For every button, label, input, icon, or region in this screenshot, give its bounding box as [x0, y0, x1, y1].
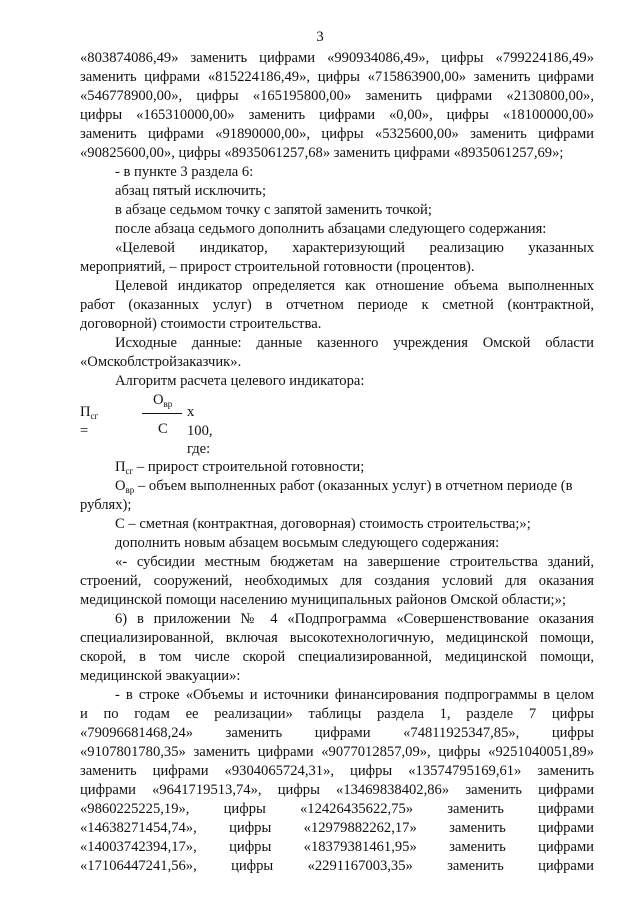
text-line: заменить цифрами «9304065724,31», цифры «13574795169,61» заменить: [80, 763, 594, 779]
text-line: в абзаце седьмом точку с запятой заменить точкой;: [115, 202, 432, 218]
text-line: «90825600,00», цифры «8935061257,68» заменить цифрами «8935061257,69»;: [80, 145, 564, 161]
text-line: Исходные данные: данные казенного учреждения Омской области: [115, 335, 594, 351]
figures-cell: заменить: [449, 839, 506, 855]
text-line: работ (оказанных услуг) в отчетном периоде к сметной (контрактной,: [80, 297, 594, 313]
figures-row: [80, 838, 594, 857]
text-line: С – сметная (контрактная, договорная) стоимость строительства;»;: [115, 516, 531, 532]
text-line: заменить цифрами «91890000,00», цифры «5325600,00» заменить цифрами: [80, 126, 594, 142]
figures-cell: цифры: [223, 801, 266, 817]
text-line: медицинской помощи населению муниципальных районов Омской области;»;: [80, 592, 566, 608]
figures-cell: цифрами: [538, 858, 594, 874]
text-line: строений, сооружений, необходимых для создания условий для оказания: [80, 573, 594, 589]
text-line: договорной) стоимости строительства.: [80, 316, 322, 332]
figures-cell: цифры: [229, 820, 272, 836]
text-line: «Омскоблстройзаказчик».: [80, 354, 242, 370]
text-line: Алгоритм расчета целевого индикатора:: [115, 373, 365, 389]
formula-lhs: $П_{сг}$ =: [80, 404, 99, 439]
page-number: 3: [316, 29, 324, 45]
text-line: 6) в приложении № 4 «Подпрограмма «Совершенствование оказания: [115, 611, 594, 627]
figures-cell: цифры: [231, 858, 274, 874]
text-line: специализированной, включая высокотехнологичную, медицинской помощи,: [80, 630, 594, 646]
figures-row: [80, 857, 594, 876]
text-line: заменить цифрами «815224186,49», цифры «715863900,00» заменить цифрами: [80, 69, 594, 85]
text-line: Целевой индикатор определяется как отношение объема выполненных: [115, 278, 594, 294]
figures-cell: заменить: [449, 820, 506, 836]
text-line: - в строке «Объемы и источники финансирования подпрограммы в целом: [115, 687, 594, 703]
figures-cell: «12979882262,17»: [303, 820, 417, 836]
text-line: скорой, в том числе скорой специализированной, медицинской помощи,: [80, 649, 594, 665]
formula-rhs: х 100, где:: [187, 404, 213, 457]
figures-cell: цифры: [229, 839, 272, 855]
figures-cell: цифрами: [538, 801, 594, 817]
figures-cell: цифрами: [538, 839, 594, 855]
text-line: дополнить новым абзацем восьмым следующего содержания:: [115, 535, 500, 551]
figures-cell: «14638271454,74»,: [80, 820, 197, 836]
legend-psg: $П_{сг}$ – прирост строительной готовности;: [115, 459, 365, 476]
text-line: мероприятий, – прирост строительной готовности (процентов).: [80, 259, 475, 275]
text-line: цифры «165310000,00» заменить цифрами «0,00», цифры «18100000,00»: [80, 107, 594, 123]
text-line: «Целевой индикатор, характеризующий реализацию указанных: [115, 240, 594, 256]
text-line: «9107801780,35» заменить цифрами «9077012857,09», цифры «9251040051,89»: [80, 744, 594, 760]
formula-denominator: С: [158, 421, 168, 437]
text-line: абзац пятый исключить;: [115, 183, 267, 199]
figures-cell: «2291167003,35»: [307, 858, 413, 874]
text-line: и по годам ее реализации» таблицы раздела 1, разделе 7 цифры: [80, 706, 594, 722]
figures-cell: заменить: [447, 801, 504, 817]
text-line: рублях);: [80, 497, 132, 513]
formula-numerator: $О_{вр}$: [153, 392, 173, 409]
figures-cell: заменить: [447, 858, 504, 874]
figures-row: [80, 819, 594, 838]
figures-cell: «9860225225,19»,: [80, 801, 190, 817]
text-line: «- субсидии местным бюджетам на завершение строительства зданий,: [115, 554, 594, 570]
text-line: «79096681468,24» заменить цифрами «74811925347,85», цифры: [80, 725, 594, 741]
figures-cell: «17106447241,56»,: [80, 858, 197, 874]
fraction-bar: [142, 413, 182, 414]
figures-cell: «12426435622,75»: [299, 801, 414, 817]
figures-cell: «18379381461,95»: [303, 839, 417, 855]
text-line: - в пункте 3 раздела 6:: [115, 164, 254, 180]
text-line: «546778900,00», цифры «165195800,00» заменить цифрами «2130800,00»,: [80, 88, 594, 104]
figures-cell: «14003742394,17»,: [80, 839, 197, 855]
legend-ovr: $О_{вр}$ – объем выполненных работ (оказанных услуг) в отчетном периоде (в: [115, 478, 573, 495]
figures-row: [80, 800, 594, 819]
text-line: цифрами «9641719513,74», цифры «13469838402,86» заменить цифрами: [80, 782, 594, 798]
text-line: после абзаца седьмого дополнить абзацами следующего содержания:: [115, 221, 547, 237]
text-line: медицинской эвакуации»:: [80, 668, 241, 684]
text-line: «803874086,49» заменить цифрами «990934086,49», цифры «799224186,49»: [80, 50, 594, 66]
figures-cell: цифрами: [538, 820, 594, 836]
